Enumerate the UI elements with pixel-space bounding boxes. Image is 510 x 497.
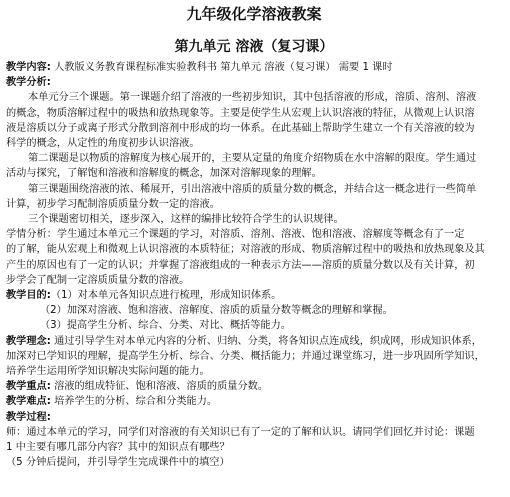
ideas-paragraph-line: 通过引导学生对本单元内容的分析、归纳、分类，将各知识点连成线，织成网，形成知识体系， xyxy=(50,335,482,347)
teaching-goal-item: （3）提高学生分析、综合、分类、对比、概括等能力。 xyxy=(40,320,291,332)
analysis-paragraph-line: 三个课题密切相关，逐步深入，这样的编排比较符合学生的认识规律。 xyxy=(28,214,344,226)
teaching-focus-label: 教学重点: xyxy=(6,381,51,393)
teaching-goal-item: （1）对本单元各知识点进行梳理，形成知识体系。 xyxy=(50,290,282,302)
teaching-analysis-label: 教学分析: xyxy=(6,77,51,89)
teaching-content-label: 教学内容: xyxy=(6,62,51,73)
process-paragraph-line: 1 中主要有哪几部分内容？其中的知识点有哪些？ xyxy=(6,442,230,454)
teaching-content-text: 人教版义务教育课程标准实验教科书 第九单元 溶液（复习课） 需要 1 课时 xyxy=(50,62,393,73)
analysis-paragraph-line: 活动与探究，了解饱和溶液和溶解度的概念，加深对溶解现象的理解。 xyxy=(6,168,322,180)
teaching-focus-text: 溶液的组成特征、饱和溶液、溶质的质量分数。 xyxy=(50,381,269,393)
teaching-difficulty-line xyxy=(6,394,502,409)
teaching-ideas-label: 教学理念: xyxy=(6,335,51,347)
ideas-paragraph-line: 加深对已学知识的理解，提高学生分析、综合、分类、概括能力；并通过课堂练习，进一步巩固所学知识， xyxy=(6,350,485,362)
teaching-focus-line xyxy=(6,379,502,394)
analysis-paragraph-line: 本单元分三个课题。第一课题介绍了溶液的一些初步知识，其中包括溶液的形成，溶质、溶剂、溶液 xyxy=(28,92,477,104)
analysis-paragraph-line: 的了解，能从宏观上和微观上认识溶液的本质特征；对溶液的形成、物质溶解过程中的吸热和放热现象及其 xyxy=(6,244,485,256)
teaching-goal-item: （2）加深对溶液、饱和溶液、溶解度、溶质的质量分数等概念的理解和掌握。 xyxy=(40,305,393,317)
unit-subtitle: 第九单元 溶液（复习课） xyxy=(174,39,334,55)
ideas-paragraph-line: 培养学生运用所学知识解决实际问题的能力。 xyxy=(6,366,210,378)
process-paragraph-line: 师：通过本单元的学习，同学们对溶液的有关知识已有了一定的了解和认识。请同学们回忆并讨论：课题 xyxy=(6,426,475,438)
analysis-paragraph-line: 第三课题围绕溶液的浓、稀展开，引出溶液中溶质的质量分数的概念，并结合这一概念进行一些简单 xyxy=(28,183,477,195)
teaching-goals-label: 教学目的: xyxy=(6,290,51,302)
teaching-difficulty-label: 教学难点: xyxy=(6,396,51,408)
teaching-goals-line xyxy=(6,288,502,303)
teaching-difficulty-text: 培养学生的分析、综合和分类能力。 xyxy=(50,396,218,408)
teaching-process-label: 教学过程: xyxy=(6,411,51,423)
analysis-paragraph-line: 第二课题是以物质的溶解度为核心展开的，主要从定量的角度介绍物质在水中溶解的限度。学生通过 xyxy=(28,153,477,165)
analysis-paragraph-line: 学情分析：学生通过本单元三个课题的学习，对溶质、溶剂、溶液、饱和溶液、溶解度等概念有了一定 xyxy=(6,229,465,241)
teaching-ideas-line xyxy=(6,334,502,349)
analysis-paragraph-line: 计算，初步学习配制溶质质量分数一定的溶液。 xyxy=(6,198,220,210)
analysis-paragraph-line: 液是溶质以分子或离子形式分散到溶剂中形成的均一体系。在此基础上帮助学生建立一个有关溶液的较为 xyxy=(6,122,475,134)
teaching-content-line xyxy=(6,60,502,75)
analysis-paragraph-line: 步学会了配制一定溶质质量分数的溶液。 xyxy=(6,274,190,286)
analysis-paragraph-line: 产生的原因也有了一定的认识；并掌握了溶液组成的一种表示方法——溶质的质量分数以及有关计算，初 xyxy=(6,259,475,271)
teaching-analysis-heading xyxy=(6,75,502,90)
process-paragraph-line: （5 分钟后提问，并引导学生完成课件中的填空） xyxy=(6,457,230,469)
analysis-paragraph-line: 科学的概念，从定性的角度初步认识溶液。 xyxy=(6,138,200,150)
analysis-paragraph-line: 的概念，物质溶解过程中的吸热和放热现象等。主要是使学生从宏观上认识溶液的特征，从微观上认识溶 xyxy=(6,107,475,119)
teaching-process-heading xyxy=(6,410,502,425)
document-title: 九年级化学溶液教案 xyxy=(186,5,322,23)
